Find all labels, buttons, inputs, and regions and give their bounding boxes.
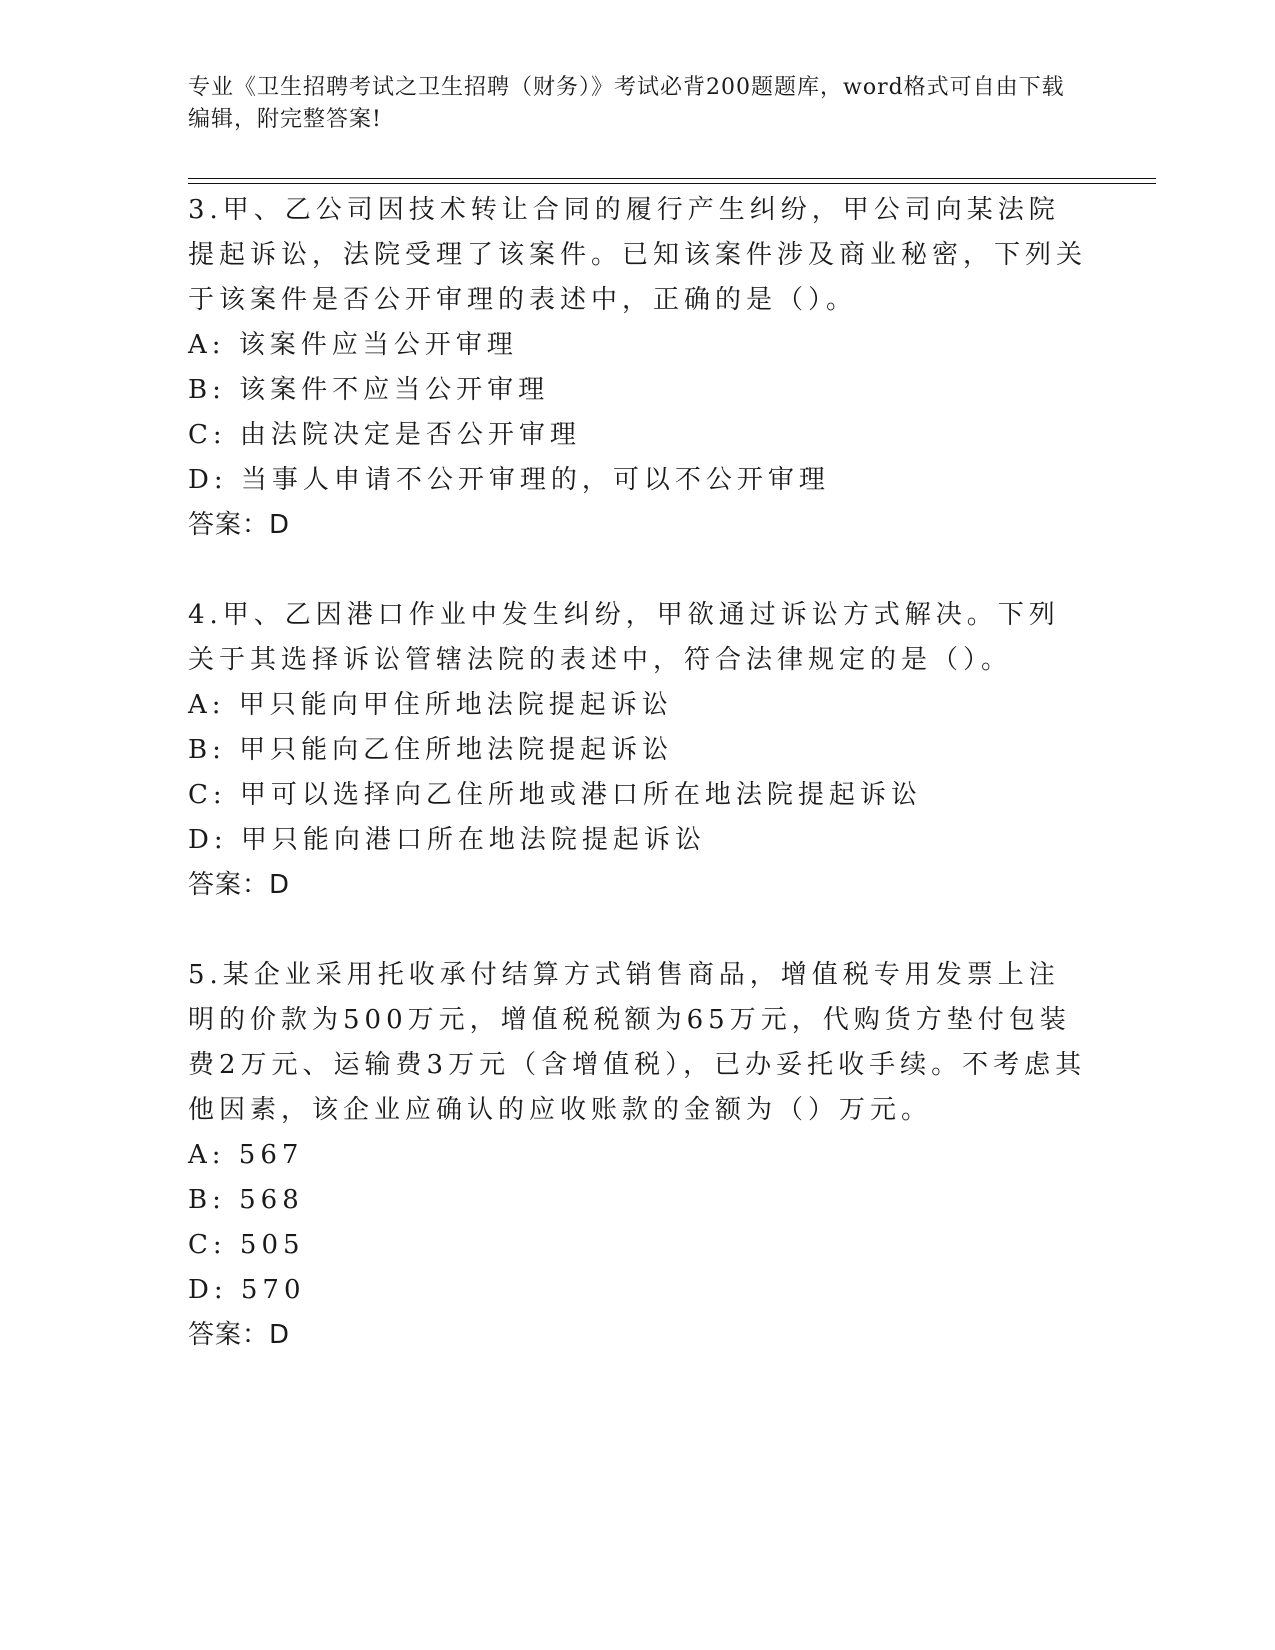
option-b: B: 甲只能向乙住所地法院提起诉讼 (188, 735, 674, 765)
document-header: 专业《卫生招聘考试之卫生招聘（财务）》考试必背200题题库，word格式可自由下载编辑，附完整答案! (188, 75, 1065, 132)
question-stem: 3.甲、乙公司因技术转让合同的履行产生纠纷，甲公司向某法院提起诉讼，法院受理了该案件。已知该案件涉及商业秘密，下列关于该案件是否公开审理的表述中，正确的是（）。 (188, 195, 1088, 315)
option-b: B: 该案件不应当公开审理 (188, 375, 550, 405)
option-a: A: 甲只能向甲住所地法院提起诉讼 (188, 690, 673, 720)
question-4 (188, 593, 1088, 908)
option-c: C: 由法院决定是否公开审理 (188, 420, 581, 450)
answer: 答案：D (188, 510, 291, 540)
option-b: B: 568 (188, 1185, 304, 1215)
option-a: A: 567 (188, 1140, 304, 1170)
option-d: D: 当事人申请不公开审理的，可以不公开审理 (188, 465, 830, 495)
header-divider-bottom (188, 183, 1156, 184)
option-d: D: 570 (188, 1275, 306, 1305)
option-a: A: 该案件应当公开审理 (188, 330, 518, 360)
answer: 答案：D (188, 1320, 291, 1350)
question-5 (188, 953, 1088, 1358)
option-d: D: 甲只能向港口所在地法院提起诉讼 (188, 825, 706, 855)
question-list (188, 188, 1088, 1403)
option-c: C: 甲可以选择向乙住所地或港口所在地法院提起诉讼 (188, 780, 922, 810)
option-c: C: 505 (188, 1230, 305, 1260)
answer: 答案：D (188, 870, 291, 900)
question-3 (188, 188, 1088, 548)
header-divider-top (188, 178, 1156, 179)
question-stem: 4.甲、乙因港口作业中发生纠纷，甲欲通过诉讼方式解决。下列关于其选择诉讼管辖法院的表述中，符合法律规定的是（）。 (188, 600, 1060, 675)
question-stem: 5.某企业采用托收承付结算方式销售商品，增值税专用发票上注明的价款为500万元，增值税税额为65万元，代购货方垫付包装费2万元、运输费3万元（含增值税），已办妥托收手续。不考虑其他因素，该企业应确认的应收账款的金额为（）万元。 (188, 960, 1087, 1125)
